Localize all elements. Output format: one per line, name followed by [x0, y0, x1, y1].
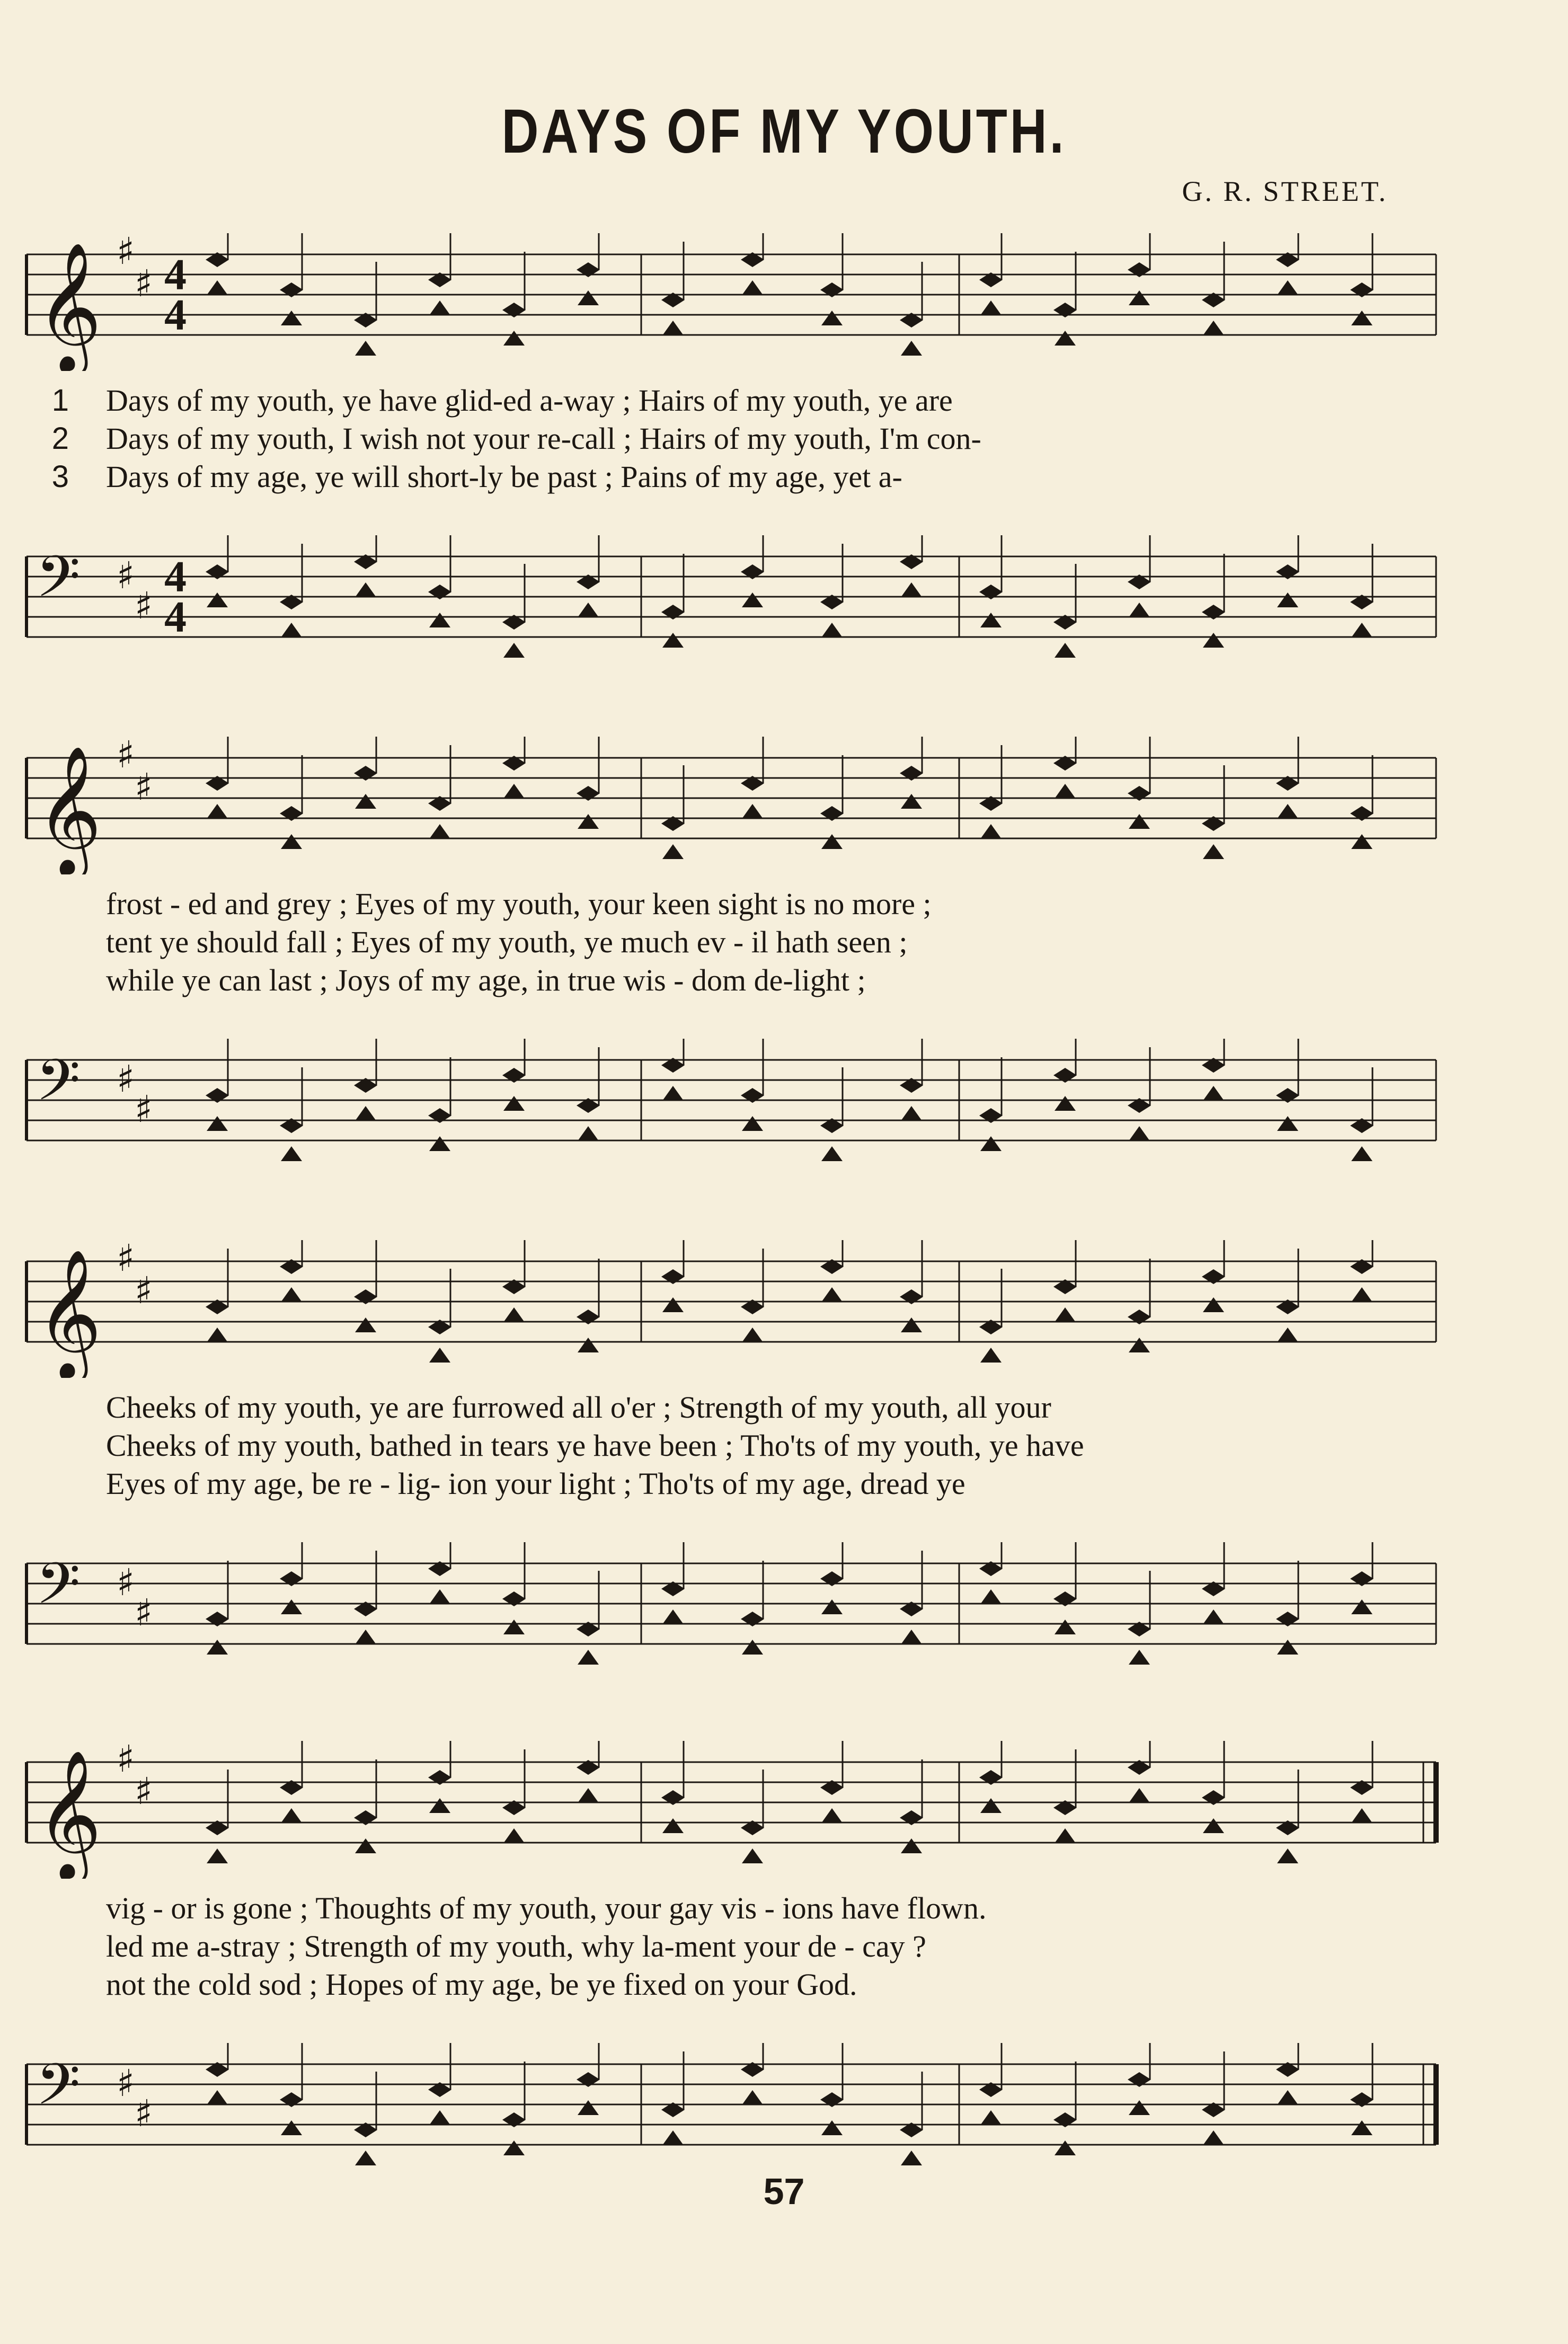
shape-note-triangle	[821, 834, 843, 849]
shape-note-triangle	[1203, 2130, 1224, 2145]
shape-note-triangle	[901, 1838, 922, 1853]
shape-note-triangle	[821, 623, 843, 638]
shape-note-triangle	[662, 321, 684, 335]
sharp-icon: ♯	[117, 1741, 135, 1781]
shape-note-triangle	[742, 2090, 763, 2105]
lyric-text: led me a-stray ; Strength of my youth, why la-ment your de - cay ?	[106, 1929, 926, 1963]
verse-line	[21, 420, 1441, 458]
shape-note-triangle	[503, 2140, 525, 2155]
shape-note-triangle	[1351, 834, 1372, 849]
shape-note-triangle	[821, 311, 843, 325]
shape-note-triangle	[429, 613, 450, 627]
verse-line	[21, 1388, 1441, 1427]
shape-note-triangle	[429, 1136, 450, 1151]
shape-note-triangle	[1129, 1788, 1150, 1803]
shape-note-triangle	[1129, 290, 1150, 305]
treble-staff	[21, 233, 1441, 371]
shape-note-triangle	[503, 1828, 525, 1843]
sharp-icon: ♯	[135, 1269, 153, 1312]
shape-note-triangle	[742, 280, 763, 295]
shape-note-triangle	[1351, 1146, 1372, 1161]
shape-note-triangle	[578, 1338, 599, 1352]
shape-note-triangle	[1055, 331, 1076, 346]
shape-note-triangle	[429, 2110, 450, 2125]
shape-note-triangle	[207, 1640, 228, 1655]
shape-note-triangle	[281, 311, 302, 325]
shape-note-triangle	[821, 1808, 843, 1823]
shape-note-triangle	[1277, 1848, 1298, 1863]
shape-note-triangle	[901, 1106, 922, 1121]
shape-note-triangle	[1203, 844, 1224, 859]
time-signature-digit: 4	[164, 592, 187, 642]
verse-line	[21, 1927, 1441, 1966]
shape-note-triangle	[901, 1630, 922, 1644]
bass-clef-icon: 𝄢	[36, 2051, 81, 2131]
shape-note-triangle	[1351, 2120, 1372, 2135]
lyric-text: Days of my age, ye will short-ly be past ; Pains of my age, yet a-	[106, 459, 902, 494]
shape-note-triangle	[207, 804, 228, 819]
treble-clef-icon: 𝄞	[36, 745, 102, 874]
shape-note-triangle	[355, 2151, 376, 2165]
bass-staff	[21, 1542, 1441, 1680]
time-signature-digit: 4	[164, 552, 187, 602]
shape-note-triangle	[742, 1116, 763, 1131]
shape-note-triangle	[1055, 1096, 1076, 1111]
shape-note-triangle	[1129, 1126, 1150, 1141]
shape-note-triangle	[662, 1086, 684, 1101]
shape-note-triangle	[980, 613, 1002, 627]
shape-note-triangle	[1351, 1599, 1372, 1614]
shape-note-triangle	[1055, 1828, 1076, 1843]
bass-staff	[21, 1039, 1441, 1177]
lyric-text: not the cold sod ; Hopes of my age, be ye fixed on your God.	[106, 1967, 857, 2002]
shape-note-triangle	[662, 2130, 684, 2145]
shape-note-triangle	[503, 784, 525, 799]
shape-note-triangle	[207, 280, 228, 295]
sharp-icon: ♯	[117, 1240, 135, 1280]
time-signature-digit: 4	[164, 290, 187, 340]
verse-line	[21, 382, 1441, 420]
sharp-icon: ♯	[135, 1770, 153, 1813]
shape-note-triangle	[1351, 1287, 1372, 1302]
shape-note-triangle	[281, 834, 302, 849]
bass-clef-icon: 𝄢	[36, 1550, 81, 1631]
bass-clef-icon: 𝄢	[36, 543, 81, 624]
lyric-text: Eyes of my age, be re - lig- ion your light ; Tho'ts of my age, dread ye	[106, 1466, 965, 1501]
shape-note-triangle	[901, 2151, 922, 2165]
shape-note-triangle	[821, 1599, 843, 1614]
shape-note-triangle	[1277, 2090, 1298, 2105]
shape-note-triangle	[980, 2110, 1002, 2125]
shape-note-triangle	[281, 623, 302, 638]
shape-note-triangle	[1055, 1620, 1076, 1634]
song-title: DAYS OF MY YOUTH.	[501, 96, 1067, 166]
shape-note-triangle	[1129, 814, 1150, 829]
shape-note-triangle	[578, 603, 599, 617]
shape-note-triangle	[281, 1808, 302, 1823]
treble-clef-icon: 𝄞	[36, 1248, 102, 1378]
shape-note-triangle	[980, 300, 1002, 315]
shape-note-triangle	[1203, 1086, 1224, 1101]
verse-line	[21, 1465, 1441, 1503]
shape-note-triangle	[1055, 643, 1076, 658]
shape-note-triangle	[980, 1136, 1002, 1151]
shape-note-triangle	[1277, 804, 1298, 819]
page-number: 57	[763, 2171, 805, 2212]
sharp-icon: ♯	[117, 554, 135, 597]
sharp-icon: ♯	[135, 765, 153, 809]
shape-note-triangle	[503, 1307, 525, 1322]
shape-note-triangle	[821, 2120, 843, 2135]
shape-note-triangle	[980, 1348, 1002, 1363]
bass-clef-icon: 𝄢	[36, 1047, 81, 1127]
shape-note-triangle	[281, 1599, 302, 1614]
shape-note-triangle	[1203, 633, 1224, 648]
treble-staff	[21, 737, 1441, 874]
sharp-icon: ♯	[135, 1087, 153, 1131]
shape-note-triangle	[355, 1838, 376, 1853]
shape-note-triangle	[578, 290, 599, 305]
verse-line	[21, 923, 1441, 961]
shape-note-triangle	[429, 824, 450, 839]
shape-note-triangle	[281, 1287, 302, 1302]
shape-note-triangle	[207, 592, 228, 607]
sharp-icon: ♯	[117, 737, 135, 776]
sharp-icon: ♯	[135, 1591, 153, 1634]
treble-clef-icon: 𝄞	[36, 1749, 102, 1879]
shape-note-triangle	[429, 1589, 450, 1604]
shape-note-triangle	[662, 1297, 684, 1312]
shape-note-triangle	[980, 824, 1002, 839]
sharp-icon: ♯	[135, 262, 153, 305]
bass-staff	[21, 2043, 1441, 2181]
treble-staff	[21, 1741, 1441, 1879]
verse-line	[21, 1427, 1441, 1465]
shape-note-triangle	[1203, 1297, 1224, 1312]
shape-note-triangle	[355, 341, 376, 356]
lyric-text: tent ye should fall ; Eyes of my youth, ye much ev - il hath seen ;	[106, 925, 908, 959]
shape-note-triangle	[901, 794, 922, 809]
verse-number: 2	[51, 421, 69, 456]
treble-clef-icon: 𝄞	[36, 241, 102, 371]
shape-note-triangle	[355, 794, 376, 809]
lyric-text: vig - or is gone ; Thoughts of my youth, your gay vis - ions have flown.	[106, 1891, 987, 1925]
shape-note-triangle	[429, 1798, 450, 1813]
shape-note-triangle	[1129, 603, 1150, 617]
lyric-text: Days of my youth, I wish not your re-call ; Hairs of my youth, I'm con-	[106, 421, 981, 456]
shape-note-triangle	[742, 592, 763, 607]
lyric-text: Cheeks of my youth, bathed in tears ye have been ; Tho'ts of my youth, ye have	[106, 1428, 1084, 1463]
sharp-icon: ♯	[117, 1057, 135, 1101]
verse-line	[21, 961, 1441, 999]
shape-note-triangle	[742, 1640, 763, 1655]
shape-note-triangle	[1129, 2100, 1150, 2115]
shape-note-triangle	[503, 1096, 525, 1111]
shape-note-triangle	[742, 1848, 763, 1863]
shape-note-triangle	[662, 1609, 684, 1624]
shape-note-triangle	[901, 1317, 922, 1332]
shape-note-triangle	[578, 1788, 599, 1803]
lyric-text: Days of my youth, ye have glid-ed a-way ; Hairs of my youth, ye are	[106, 383, 953, 418]
shape-note-triangle	[1277, 1640, 1298, 1655]
shape-note-triangle	[429, 300, 450, 315]
shape-note-triangle	[1055, 1307, 1076, 1322]
shape-note-triangle	[207, 1848, 228, 1863]
shape-note-triangle	[503, 1620, 525, 1634]
shape-note-triangle	[662, 1818, 684, 1833]
lyric-text: Cheeks of my youth, ye are furrowed all o'er ; Strength of my youth, all your	[106, 1390, 1051, 1425]
shape-note-triangle	[901, 582, 922, 597]
treble-staff	[21, 1240, 1441, 1378]
shape-note-triangle	[742, 804, 763, 819]
shape-note-triangle	[578, 1650, 599, 1665]
shape-note-triangle	[207, 1328, 228, 1342]
shape-note-triangle	[355, 1630, 376, 1644]
sharp-icon: ♯	[135, 2092, 153, 2135]
shape-note-triangle	[901, 341, 922, 356]
shape-note-triangle	[355, 1106, 376, 1121]
verse-line	[21, 458, 1441, 496]
verse-line	[21, 1889, 1441, 1927]
sharp-icon: ♯	[117, 2062, 135, 2105]
shape-note-triangle	[980, 1798, 1002, 1813]
shape-note-triangle	[1203, 1818, 1224, 1833]
shape-note-triangle	[1129, 1338, 1150, 1352]
shape-note-triangle	[207, 2090, 228, 2105]
shape-note-triangle	[355, 582, 376, 597]
shape-note-triangle	[1351, 1808, 1372, 1823]
lyric-text: while ye can last ; Joys of my age, in true wis - dom de-light ;	[106, 963, 866, 997]
lyric-text: frost - ed and grey ; Eyes of my youth, your keen sight is no more ;	[106, 887, 932, 921]
shape-note-triangle	[1203, 321, 1224, 335]
shape-note-triangle	[1351, 311, 1372, 325]
shape-note-triangle	[1129, 1650, 1150, 1665]
composer-credit: G. R. STREET.	[1182, 175, 1388, 207]
bass-staff	[21, 535, 1441, 673]
shape-note-triangle	[503, 643, 525, 658]
shape-note-triangle	[503, 331, 525, 346]
shape-note-triangle	[1277, 280, 1298, 295]
sharp-icon: ♯	[135, 584, 153, 627]
shape-note-triangle	[821, 1146, 843, 1161]
shape-note-triangle	[662, 844, 684, 859]
shape-note-triangle	[821, 1287, 843, 1302]
shape-note-triangle	[281, 1146, 302, 1161]
shape-note-triangle	[980, 1589, 1002, 1604]
shape-note-triangle	[281, 2120, 302, 2135]
shape-note-triangle	[1203, 1609, 1224, 1624]
shape-note-triangle	[429, 1348, 450, 1363]
verse-number: 1	[51, 383, 69, 418]
sharp-icon: ♯	[117, 1561, 135, 1604]
shape-note-triangle	[355, 1317, 376, 1332]
shape-note-triangle	[578, 2100, 599, 2115]
shape-note-triangle	[1277, 592, 1298, 607]
shape-note-triangle	[578, 1126, 599, 1141]
shape-note-triangle	[207, 1116, 228, 1131]
shape-note-triangle	[1277, 1328, 1298, 1342]
shape-note-triangle	[1277, 1116, 1298, 1131]
shape-note-triangle	[1351, 623, 1372, 638]
shape-note-triangle	[662, 633, 684, 648]
verse-line	[21, 1966, 1441, 2004]
verse-line	[21, 885, 1441, 923]
time-signature-digit: 4	[164, 250, 187, 299]
shape-note-triangle	[578, 814, 599, 829]
shape-note-triangle	[1055, 2140, 1076, 2155]
sharp-icon: ♯	[117, 233, 135, 273]
shape-note-triangle	[742, 1328, 763, 1342]
shape-note-triangle	[1055, 784, 1076, 799]
verse-number: 3	[51, 459, 69, 494]
